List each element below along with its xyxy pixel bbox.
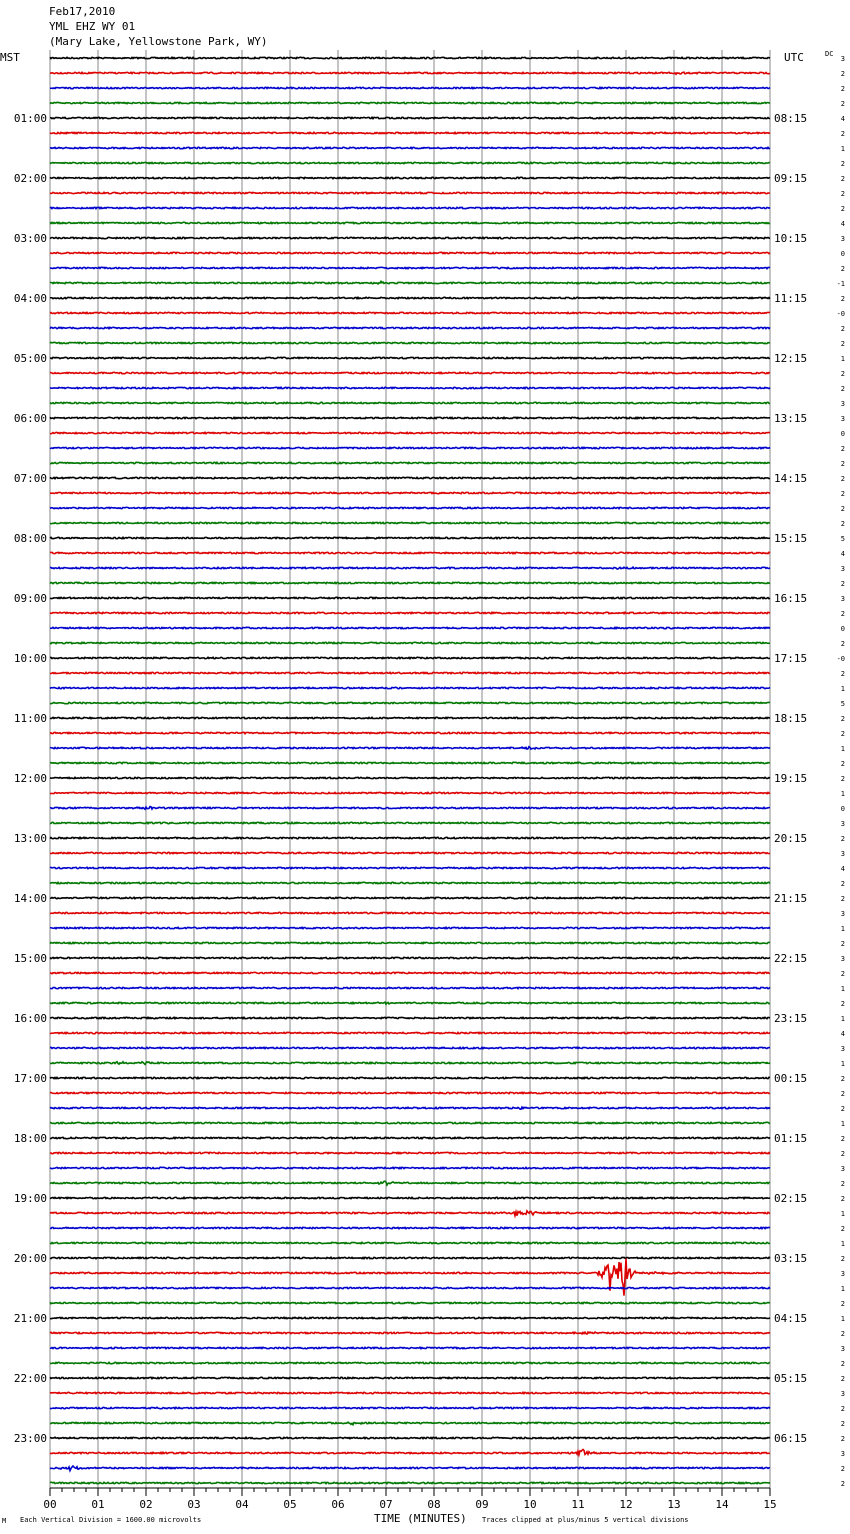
mst-hour-label: 09:00 <box>13 592 47 605</box>
dc-value-label: 3 <box>840 955 845 963</box>
dc-value-label: 2 <box>840 835 845 843</box>
trace-line <box>50 117 770 118</box>
station-location: (Mary Lake, Yellowstone Park, WY) <box>49 35 268 48</box>
trace-line <box>50 132 770 133</box>
mst-hour-label: 05:00 <box>13 352 47 365</box>
dc-value-label: 2 <box>840 85 845 93</box>
dc-value-label: 2 <box>840 70 845 78</box>
utc-hour-label: 09:15 <box>774 172 808 185</box>
trace-line <box>50 642 770 643</box>
dc-value-label: 3 <box>840 910 845 918</box>
clip-note: Traces clipped at plus/minus 5 vertical divisions <box>482 1516 689 1524</box>
utc-hour-label: 19:15 <box>774 772 808 785</box>
dc-value-label: 2 <box>840 295 845 303</box>
trace-line <box>50 1482 770 1483</box>
dc-value-label: 2 <box>840 1150 845 1158</box>
trace-line <box>50 1197 770 1198</box>
trace-line <box>50 447 770 448</box>
trace-line <box>50 1047 770 1048</box>
utc-hour-label: 04:15 <box>774 1312 808 1325</box>
dc-value-label: 3 <box>840 820 845 828</box>
utc-hour-label: 10:15 <box>774 232 808 245</box>
dc-value-label: 2 <box>840 1180 845 1188</box>
x-axis-title: TIME (MINUTES) <box>374 1512 467 1525</box>
trace-line <box>50 87 770 88</box>
utc-hour-label: 13:15 <box>774 412 808 425</box>
trace-line <box>50 267 770 268</box>
trace-line <box>50 1287 770 1288</box>
trace-line <box>50 912 770 913</box>
utc-hour-label: 11:15 <box>774 292 808 305</box>
trace-line <box>50 237 770 238</box>
dc-value-label: 3 <box>840 1165 845 1173</box>
mst-hour-label: 01:00 <box>13 112 47 125</box>
station-code: YML EHZ WY 01 <box>49 20 136 33</box>
mst-hour-label: 06:00 <box>13 412 47 425</box>
trace-line <box>50 987 770 988</box>
trace-line <box>50 1347 770 1348</box>
dc-value-label: 3 <box>840 415 845 423</box>
utc-hour-label: 01:15 <box>774 1132 808 1145</box>
trace-line <box>50 897 770 898</box>
mst-hour-label: 14:00 <box>13 892 47 905</box>
mst-hour-label: 22:00 <box>13 1372 47 1385</box>
dc-value-label: 4 <box>840 115 845 123</box>
trace-line <box>50 672 770 673</box>
footer-mark: M <box>2 1517 7 1525</box>
dc-value-label: 2 <box>840 940 845 948</box>
plot-date: Feb17,2010 <box>49 5 116 18</box>
dc-value-label: 3 <box>840 850 845 858</box>
dc-value-label: 2 <box>840 100 845 108</box>
trace-line <box>50 1062 770 1065</box>
trace-line <box>50 1211 770 1216</box>
trace-line <box>50 1449 770 1454</box>
dc-value-label: 2 <box>840 520 845 528</box>
dc-value-label: 2 <box>840 1075 845 1083</box>
trace-line <box>50 1181 770 1185</box>
trace-line <box>50 281 770 284</box>
trace-line <box>50 297 770 298</box>
trace-line <box>50 972 770 973</box>
trace-line <box>50 582 770 583</box>
x-tick-label: 09 <box>475 1498 489 1511</box>
mst-hour-label: 02:00 <box>13 172 47 185</box>
x-tick-label: 01 <box>91 1498 105 1511</box>
trace-line <box>50 762 770 763</box>
dc-value-label: 2 <box>840 1255 845 1263</box>
dc-value-label: 2 <box>840 1300 845 1308</box>
dc-value-label: 2 <box>840 1090 845 1098</box>
trace-line <box>50 1332 770 1334</box>
trace-rows <box>50 57 770 1483</box>
trace-line <box>50 312 770 313</box>
trace-line <box>50 1317 770 1318</box>
mst-hour-label: 18:00 <box>13 1132 47 1145</box>
trace-line <box>50 552 770 553</box>
trace-line <box>50 627 770 628</box>
dc-value-label: -0 <box>836 655 845 663</box>
dc-value-label: 1 <box>840 985 845 993</box>
trace-line <box>50 342 770 343</box>
dc-value-label: 2 <box>840 490 845 498</box>
trace-line <box>50 1152 770 1153</box>
x-tick-label: 10 <box>523 1498 537 1511</box>
mst-hour-label: 08:00 <box>13 532 47 545</box>
mst-hour-label: 13:00 <box>13 832 47 845</box>
dc-axis-title: DC <box>825 50 834 58</box>
dc-value-label: 2 <box>840 370 845 378</box>
dc-value-label: 2 <box>840 1360 845 1368</box>
trace-line <box>50 537 770 538</box>
dc-value-label: 2 <box>840 1195 845 1203</box>
x-tick-label: 13 <box>667 1498 681 1511</box>
dc-value-label: 1 <box>840 1015 845 1023</box>
trace-line <box>50 1242 770 1243</box>
trace-line <box>50 1466 770 1471</box>
dc-value-label: 2 <box>840 895 845 903</box>
trace-line <box>50 1437 770 1438</box>
dc-value-label: 1 <box>840 745 845 753</box>
trace-line <box>50 687 770 688</box>
dc-value-label: 2 <box>840 775 845 783</box>
dc-value-label: 2 <box>840 340 845 348</box>
trace-line <box>50 147 770 148</box>
dc-value-label: 2 <box>840 715 845 723</box>
mst-hour-label: 19:00 <box>13 1192 47 1205</box>
x-tick-label: 15 <box>763 1498 777 1511</box>
mst-hour-label: 17:00 <box>13 1072 47 1085</box>
dc-value-label: 3 <box>840 595 845 603</box>
dc-value-label: 3 <box>840 55 845 63</box>
utc-hour-label: 22:15 <box>774 952 808 965</box>
dc-value-label: 1 <box>840 925 845 933</box>
dc-value-label: 2 <box>840 1435 845 1443</box>
trace-line <box>50 1362 770 1363</box>
trace-line <box>50 1392 770 1393</box>
dc-value-label: 2 <box>840 760 845 768</box>
trace-line <box>50 402 770 403</box>
utc-hour-label: 12:15 <box>774 352 808 365</box>
mst-hour-label: 04:00 <box>13 292 47 305</box>
utc-hour-label: 05:15 <box>774 1372 808 1385</box>
dc-value-label: 1 <box>840 685 845 693</box>
trace-line <box>50 612 770 613</box>
trace-line <box>50 942 770 943</box>
mst-hour-label: 11:00 <box>13 712 47 725</box>
dc-value-label: 3 <box>840 565 845 573</box>
mst-hour-label: 07:00 <box>13 472 47 485</box>
dc-value-label: 0 <box>840 805 845 813</box>
x-tick-label: 05 <box>283 1498 297 1511</box>
trace-line <box>50 192 770 193</box>
utc-hour-label: 20:15 <box>774 832 808 845</box>
dc-value-label: 2 <box>840 1135 845 1143</box>
utc-hour-label: 21:15 <box>774 892 808 905</box>
dc-value-label: 4 <box>840 550 845 558</box>
dc-value-label: 1 <box>840 355 845 363</box>
trace-line <box>50 567 770 569</box>
trace-line <box>50 1227 770 1228</box>
mst-hour-label: 10:00 <box>13 652 47 665</box>
utc-hour-label: 15:15 <box>774 532 808 545</box>
dc-value-label: 3 <box>840 1345 845 1353</box>
trace-line <box>50 57 770 58</box>
dc-value-label: 2 <box>840 265 845 273</box>
trace-line <box>50 1377 770 1378</box>
trace-line <box>50 492 770 493</box>
trace-line <box>50 372 770 373</box>
trace-line <box>50 252 770 253</box>
trace-line <box>50 1077 770 1078</box>
x-tick-label: 03 <box>187 1498 201 1511</box>
trace-line <box>50 867 770 868</box>
trace-line <box>50 852 770 853</box>
dc-value-label: 2 <box>840 970 845 978</box>
trace-line <box>50 1137 770 1138</box>
dc-value-label: 2 <box>840 1480 845 1488</box>
mst-hour-label: 03:00 <box>13 232 47 245</box>
dc-value-label: 2 <box>840 1330 845 1338</box>
trace-line <box>50 522 770 523</box>
trace-line <box>50 882 770 883</box>
left-axis-title: MST <box>0 51 20 64</box>
dc-value-label: 3 <box>840 1450 845 1458</box>
mst-hour-label: 23:00 <box>13 1432 47 1445</box>
trace-line <box>50 357 770 358</box>
dc-value-label: 1 <box>840 790 845 798</box>
dc-value-label: 4 <box>840 865 845 873</box>
dc-value-label: 3 <box>840 235 845 243</box>
utc-hour-label: 23:15 <box>774 1012 808 1025</box>
trace-line <box>50 1107 770 1109</box>
dc-value-label: 0 <box>840 250 845 258</box>
dc-value-label: 1 <box>840 1285 845 1293</box>
dc-value-label: 2 <box>840 190 845 198</box>
trace-line <box>50 732 770 733</box>
dc-value-label: 2 <box>840 1405 845 1413</box>
trace-line <box>50 1092 770 1093</box>
mst-hour-label: 20:00 <box>13 1252 47 1265</box>
mst-hour-label: 21:00 <box>13 1312 47 1325</box>
trace-line <box>50 432 770 433</box>
utc-hour-label: 08:15 <box>774 112 808 125</box>
dc-value-label: 2 <box>840 475 845 483</box>
dc-value-label: 5 <box>840 700 845 708</box>
trace-line <box>50 1257 770 1258</box>
dc-value-label: 2 <box>840 205 845 213</box>
x-tick-label: 06 <box>331 1498 345 1511</box>
dc-value-label: 2 <box>840 640 845 648</box>
utc-hour-label: 16:15 <box>774 592 808 605</box>
trace-line <box>50 1259 770 1296</box>
dc-value-label: 2 <box>840 670 845 678</box>
dc-value-label: 1 <box>840 1315 845 1323</box>
dc-value-label: 2 <box>840 580 845 588</box>
x-tick-label: 07 <box>379 1498 393 1511</box>
trace-line <box>50 777 770 778</box>
trace-line <box>50 717 770 718</box>
utc-hour-label: 06:15 <box>774 1432 808 1445</box>
dc-value-label: 1 <box>840 145 845 153</box>
trace-line <box>50 822 770 823</box>
dc-value-label: 4 <box>840 1030 845 1038</box>
dc-value-label: 2 <box>840 325 845 333</box>
dc-value-label: 5 <box>840 535 845 543</box>
trace-line <box>50 327 770 328</box>
trace-line <box>50 957 770 958</box>
x-tick-label: 04 <box>235 1498 249 1511</box>
trace-line <box>50 1122 770 1123</box>
dc-value-label: 2 <box>840 445 845 453</box>
dc-value-label: 1 <box>840 1060 845 1068</box>
utc-hour-label: 18:15 <box>774 712 808 725</box>
dc-offset-labels <box>837 55 845 1488</box>
trace-line <box>50 792 770 793</box>
trace-line <box>50 462 770 463</box>
trace-line <box>50 72 770 74</box>
mst-hour-label: 12:00 <box>13 772 47 785</box>
trace-line <box>50 162 770 163</box>
utc-hour-label: 00:15 <box>774 1072 808 1085</box>
trace-line <box>50 657 770 658</box>
dc-value-label: 3 <box>840 1045 845 1053</box>
dc-value-label: 3 <box>840 400 845 408</box>
dc-value-label: 4 <box>840 220 845 228</box>
x-tick-label: 08 <box>427 1498 441 1511</box>
mst-hour-label: 16:00 <box>13 1012 47 1025</box>
trace-line <box>50 207 770 208</box>
utc-hour-label: 03:15 <box>774 1252 808 1265</box>
scale-note: Each Vertical Division = 1600.00 microvolts <box>20 1516 202 1524</box>
trace-line <box>50 807 770 810</box>
x-tick-label: 12 <box>619 1498 633 1511</box>
dc-value-label: 0 <box>840 625 845 633</box>
dc-value-label: 2 <box>840 1105 845 1113</box>
trace-line <box>50 102 770 103</box>
trace-line <box>50 1032 770 1033</box>
dc-value-label: 0 <box>840 430 845 438</box>
dc-value-label: 3 <box>840 1270 845 1278</box>
trace-line <box>50 837 770 838</box>
trace-line <box>50 1017 770 1018</box>
dc-value-label: 2 <box>840 385 845 393</box>
x-tick-label: 00 <box>43 1498 57 1511</box>
dc-value-label: -0 <box>836 310 845 318</box>
trace-line <box>50 597 770 598</box>
dc-value-label: -1 <box>836 280 845 288</box>
trace-line <box>50 1302 770 1303</box>
trace-line <box>50 747 770 749</box>
dc-value-label: 2 <box>840 1420 845 1428</box>
dc-value-label: 2 <box>840 1375 845 1383</box>
dc-value-label: 2 <box>840 1465 845 1473</box>
dc-value-label: 2 <box>840 130 845 138</box>
trace-line <box>50 1002 770 1004</box>
x-tick-label: 11 <box>571 1498 585 1511</box>
trace-line <box>50 927 770 928</box>
trace-line <box>50 702 770 703</box>
x-tick-label: 14 <box>715 1498 729 1511</box>
dc-value-label: 2 <box>840 1000 845 1008</box>
trace-line <box>50 222 770 223</box>
right-axis-title: UTC <box>784 51 804 64</box>
trace-line <box>50 417 770 418</box>
minute-gridlines <box>50 50 770 1491</box>
dc-value-label: 2 <box>840 175 845 183</box>
dc-value-label: 1 <box>840 1240 845 1248</box>
utc-hour-label: 17:15 <box>774 652 808 665</box>
dc-value-label: 2 <box>840 880 845 888</box>
trace-line <box>50 1167 770 1168</box>
utc-hour-label: 02:15 <box>774 1192 808 1205</box>
trace-line <box>50 507 770 508</box>
dc-value-label: 2 <box>840 610 845 618</box>
dc-value-label: 2 <box>840 1225 845 1233</box>
dc-value-label: 1 <box>840 1120 845 1128</box>
trace-line <box>50 1422 770 1424</box>
trace-line <box>50 1407 770 1408</box>
x-axis <box>43 1488 776 1511</box>
dc-value-label: 2 <box>840 730 845 738</box>
dc-value-label: 1 <box>840 1210 845 1218</box>
dc-value-label: 2 <box>840 460 845 468</box>
x-tick-label: 02 <box>139 1498 153 1511</box>
mst-hour-label: 15:00 <box>13 952 47 965</box>
utc-hour-label: 14:15 <box>774 472 808 485</box>
dc-value-label: 2 <box>840 505 845 513</box>
trace-line <box>50 387 770 388</box>
dc-value-label: 2 <box>840 160 845 168</box>
dc-value-label: 3 <box>840 1390 845 1398</box>
trace-line <box>50 477 770 478</box>
trace-line <box>50 177 770 178</box>
